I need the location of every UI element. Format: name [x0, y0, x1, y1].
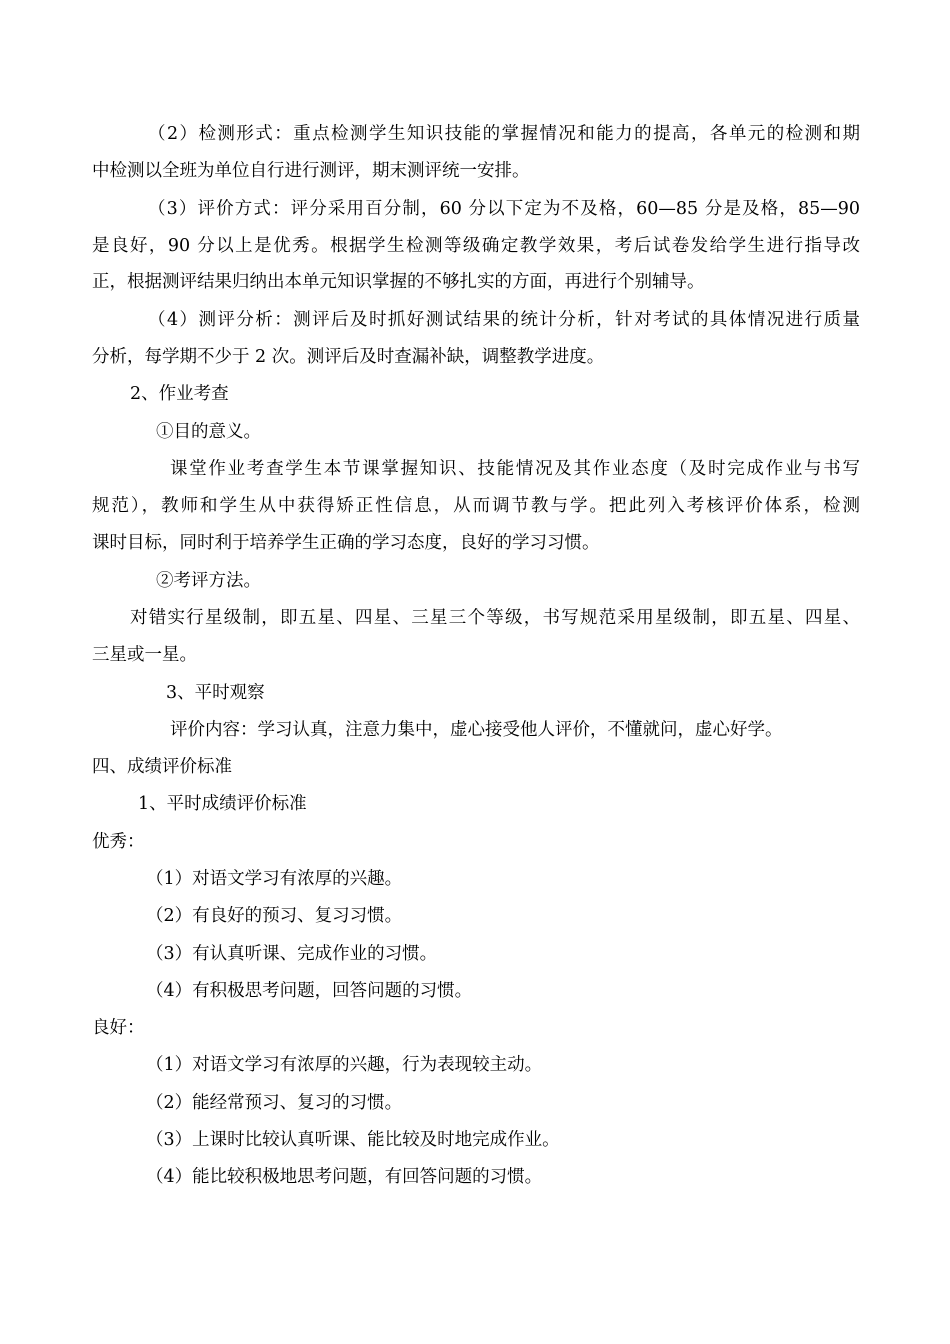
paragraph-line: 课堂作业考查学生本节课掌握知识、技能情况及其作业态度（及时完成作业与书写	[170, 459, 860, 479]
section-heading: 3、平时观察	[166, 683, 265, 703]
list-item: （3）上课时比较认真听课、能比较及时地完成作业。	[146, 1130, 560, 1150]
subsection-heading: ②考评方法。	[156, 571, 261, 591]
paragraph-line: 中检测以全班为单位自行进行测评，期末测评统一安排。	[92, 161, 530, 181]
list-item: （1）对语文学习有浓厚的兴趣。	[146, 869, 403, 889]
paragraph-line: 对错实行星级制，即五星、四星、三星三个等级，书写规范采用星级制，即五星、四星、	[130, 608, 860, 628]
paragraph-line: 评价内容：学习认真，注意力集中，虚心接受他人评价，不懂就问，虚心好学。	[170, 720, 783, 740]
paragraph-line: 是良好，90 分以上是优秀。根据学生检测等级确定教学效果，考后试卷发给学生进行指导改	[92, 236, 860, 256]
list-item: （2）有良好的预习、复习习惯。	[146, 906, 403, 926]
grade-label: 优秀：	[92, 832, 145, 852]
grade-label: 良好：	[92, 1018, 145, 1038]
paragraph-line: 正，根据测评结果归纳出本单元知识掌握的不够扎实的方面，再进行个别辅导。	[92, 272, 705, 292]
list-item: （1）对语文学习有浓厚的兴趣，行为表现较主动。	[146, 1055, 543, 1075]
list-item: （4）有积极思考问题，回答问题的习惯。	[146, 981, 473, 1001]
list-item: （2）能经常预习、复习的习惯。	[146, 1093, 403, 1113]
list-item: （4）能比较积极地思考问题，有回答问题的习惯。	[146, 1167, 543, 1187]
section-heading: 2、作业考查	[130, 384, 229, 404]
list-item: （3）有认真听课、完成作业的习惯。	[146, 944, 438, 964]
subsection-heading: ①目的意义。	[156, 422, 261, 442]
paragraph-line: 规范），教师和学生从中获得矫正性信息，从而调节教与学。把此列入考核评价体系，检测	[92, 496, 860, 516]
paragraph-line: （2）检测形式：重点检测学生知识技能的掌握情况和能力的提高，各单元的检测和期	[148, 124, 860, 144]
paragraph-line: （3）评价方式：评分采用百分制，60 分以下定为不及格，60—85 分是及格，85—90	[148, 199, 860, 219]
paragraph-line: 课时目标，同时利于培养学生正确的学习态度，良好的学习习惯。	[92, 533, 600, 553]
paragraph-line: （4）测评分析：测评后及时抓好测试结果的统计分析，针对考试的具体情况进行质量	[148, 310, 860, 330]
paragraph-line: 三星或一星。	[92, 645, 197, 665]
paragraph-line: 分析，每学期不少于 2 次。测评后及时查漏补缺，调整教学进度。	[92, 347, 605, 367]
chapter-heading: 四、成绩评价标准	[92, 757, 232, 777]
section-heading: 1、平时成绩评价标准	[138, 794, 307, 814]
